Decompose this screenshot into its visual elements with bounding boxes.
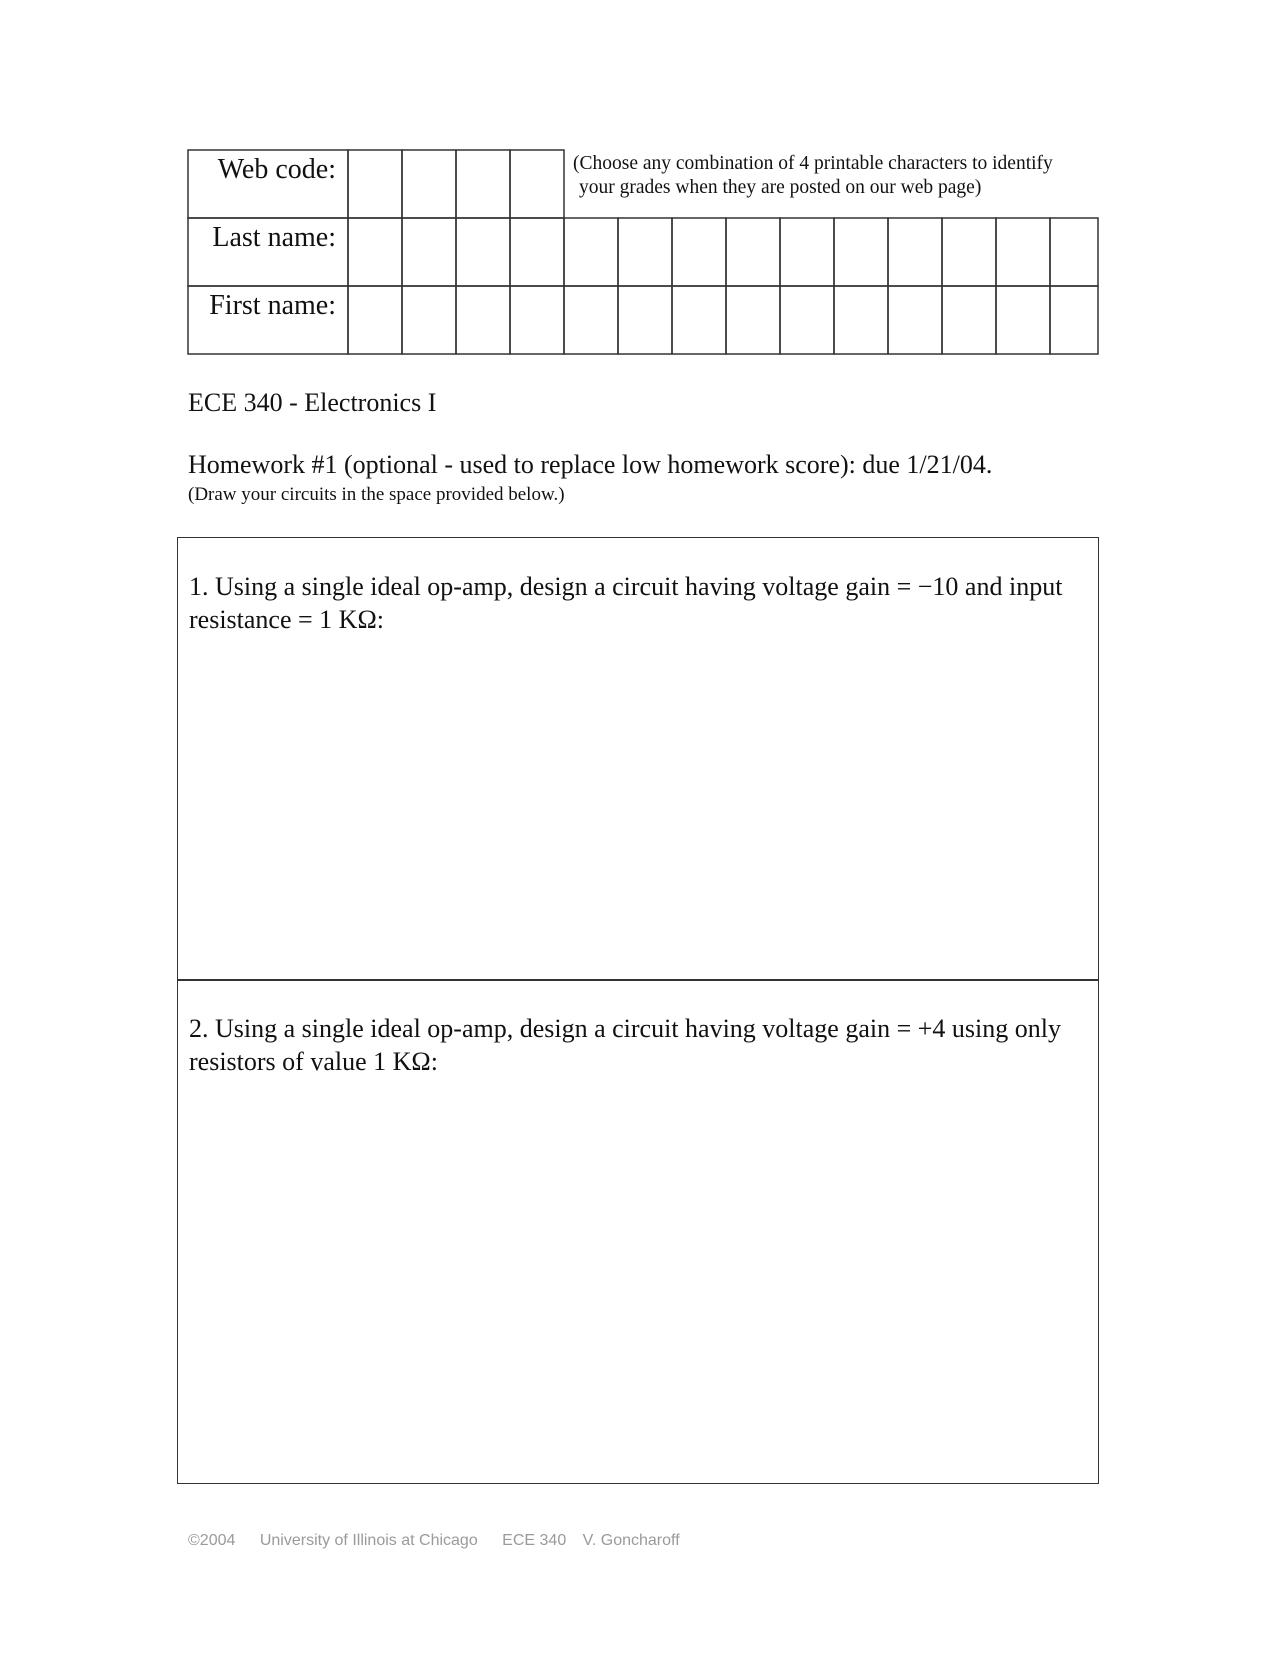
last-name-box[interactable]: [402, 218, 456, 286]
web-code-box[interactable]: [402, 150, 456, 218]
first-name-box[interactable]: [456, 286, 510, 354]
first-name-label: First name:: [209, 290, 336, 321]
problem-1-answer-area[interactable]: [177, 537, 1099, 981]
last-name-box[interactable]: [1050, 218, 1098, 286]
last-name-box[interactable]: [834, 218, 888, 286]
footer-author: V. Goncharoff: [582, 1532, 680, 1549]
first-name-box[interactable]: [1050, 286, 1098, 354]
web-code-note: [573, 152, 1113, 200]
first-name-box[interactable]: [348, 286, 402, 354]
footer-university: University of Illinois at Chicago: [259, 1532, 478, 1549]
course-title: ECE 340 - Electronics I: [188, 388, 437, 417]
student-identification-form: [188, 150, 1100, 356]
homework-instructions: (Draw your circuits in the space provided below.): [188, 484, 565, 505]
first-name-box[interactable]: [726, 286, 780, 354]
homework-title: Homework #1 (optional - used to replace low homework score): due 1/21/04.: [188, 450, 993, 479]
last-name-label: Last name:: [212, 222, 336, 253]
last-name-box[interactable]: [726, 218, 780, 286]
problem-1-text: 1. Using a single ideal op-amp, design a circuit having voltage gain = −10 and input resistance = 1 KΩ:: [189, 572, 1063, 634]
last-name-box[interactable]: [456, 218, 510, 286]
first-name-box[interactable]: [834, 286, 888, 354]
last-name-box[interactable]: [564, 218, 618, 286]
first-name-box[interactable]: [618, 286, 672, 354]
first-name-box[interactable]: [888, 286, 942, 354]
last-name-box[interactable]: [510, 218, 564, 286]
first-name-box[interactable]: [510, 286, 564, 354]
web-code-box[interactable]: [510, 150, 564, 218]
web-code-note-line2: your grades when they are posted on our web page): [579, 177, 982, 198]
first-name-box[interactable]: [402, 286, 456, 354]
first-name-box[interactable]: [942, 286, 996, 354]
footer-course: ECE 340: [502, 1532, 567, 1549]
web-code-box[interactable]: [456, 150, 510, 218]
web-code-box[interactable]: [348, 150, 402, 218]
web-code-label: Web code:: [217, 154, 336, 185]
problem-2-answer-area[interactable]: [177, 979, 1099, 1484]
first-name-box[interactable]: [672, 286, 726, 354]
last-name-box[interactable]: [672, 218, 726, 286]
first-name-box[interactable]: [564, 286, 618, 354]
last-name-box[interactable]: [780, 218, 834, 286]
problem-2-text: 2. Using a single ideal op-amp, design a circuit having voltage gain = +4 using only resistors of value 1 KΩ:: [189, 1014, 1061, 1076]
web-code-note-line1: (Choose any combination of 4 printable characters to identify: [573, 153, 1053, 174]
last-name-box[interactable]: [888, 218, 942, 286]
footer-copyright: ©2004: [188, 1532, 236, 1549]
last-name-box[interactable]: [942, 218, 996, 286]
first-name-box[interactable]: [780, 286, 834, 354]
last-name-box[interactable]: [996, 218, 1050, 286]
last-name-box[interactable]: [348, 218, 402, 286]
first-name-box[interactable]: [996, 286, 1050, 354]
last-name-box[interactable]: [618, 218, 672, 286]
page-footer: [188, 1532, 700, 1550]
